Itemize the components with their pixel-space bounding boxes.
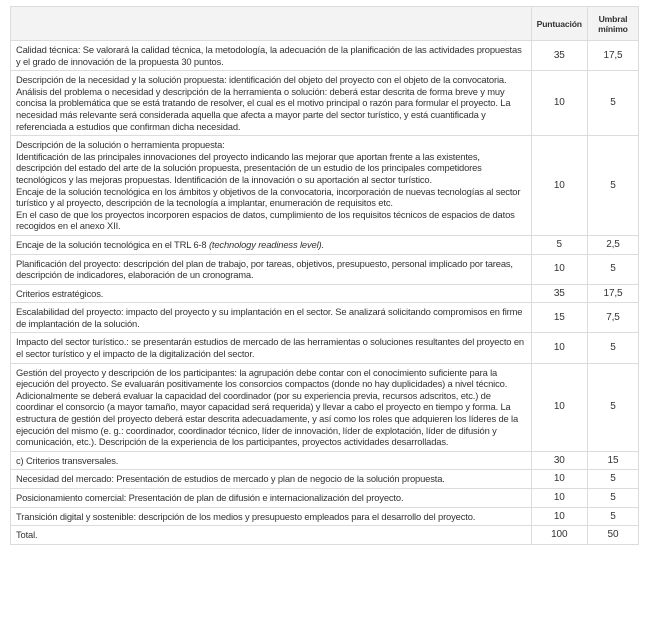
row-description: Descripción de la necesidad y la solución propuesta: identificación del objeto del proyecto con el objeto de la convocatoria. Análisis del problema o necesidad y descripción de la herramienta o solución: deberá estar descrita de forma breve y muy concisa la problemática que se está tratando de resolver, el cual es el motivo principal o razón para formular el proyecto. La necesidad más relevante será considerada aquella que afecta a mayor parte del sector turístico, y está cuantificada y referenciada a estudios que confirman dicha necesidad.: [11, 71, 532, 136]
row-description: Gestión del proyecto y descripción de los participantes: la agrupación debe contar con el conocimiento suficiente para la ejecución del proyecto. Se evaluarán positivamente los consorcios compactos (donde no hay duplicidades) a nivel técnico. Adicionalmente se deberá evaluar la capacidad del coordinador (por su experiencia previa, recursos adscritos, etc.) de coordinar el consorcio (a mayor tamaño, mayor capacidad será requerida) y llevar a cabo el proyecto en tiempo y forma. La estructura de gestión del proyecto deberá estar descrita adecuadamente, y así como los roles que adquieren los líderes de la ejecución del mismo (e. g.: coordinador, coordinador técnico, líder de innovación, líder de explotación, líder de difusión y comunicación, etc.). Descripción de la experiencia de los participantes, proyectos actividades desarrolladas.: [11, 363, 532, 451]
row-score: 10: [531, 254, 587, 284]
table-row: [11, 71, 639, 136]
description-line: Encaje de la solución tecnológica en los ámbitos y objetivos de la convocatoria, incorporación de nuevas tecnologías al sector turístico y al proyecto, descripción de la tecnología a implantar, enumeración de requisitos etc.: [16, 185, 521, 209]
row-threshold: 5: [587, 470, 638, 489]
total-score: 100: [531, 526, 587, 545]
row-score: 15: [531, 303, 587, 333]
table-row: [11, 489, 639, 508]
row-description: Posicionamiento comercial: Presentación de plan de difusión e internacionalización del proyecto.: [11, 489, 532, 508]
header-score: Puntuación: [531, 7, 587, 41]
row-description: Transición digital y sostenible: descripción de los medios y presupuesto empleados para el desarrollo del proyecto.: [11, 507, 532, 526]
row-description: Criterios estratégicos.: [11, 284, 532, 303]
description-line: Descripción de la solución o herramienta propuesta:: [16, 139, 225, 151]
table-body: [11, 41, 639, 545]
row-description: c) Criterios transversales.: [11, 451, 532, 470]
table-row: [11, 41, 639, 71]
row-score: 10: [531, 136, 587, 236]
table-row: [11, 333, 639, 363]
row-score: 10: [531, 470, 587, 489]
row-description: [11, 136, 532, 236]
row-threshold: 5: [587, 136, 638, 236]
row-score: 30: [531, 451, 587, 470]
row-threshold: 5: [587, 363, 638, 451]
row-score: 10: [531, 363, 587, 451]
header-description: [11, 7, 532, 41]
header-threshold: Umbral mínimo: [587, 7, 638, 41]
total-threshold: 50: [587, 526, 638, 545]
description-text: Encaje de la solución tecnológica en el TRL 6-8: [16, 238, 209, 250]
row-description: Impacto del sector turístico.: se presentarán estudios de mercado de las herramientas o soluciones resultantes del proyecto en el sector turístico y el impacto de la digitalización del sector.: [11, 333, 532, 363]
row-threshold: 17,5: [587, 41, 638, 71]
description-line: En el caso de que los proyectos incorporen espacios de datos, cumplimiento de los requisitos técnicos de espacios de datos recogidos en el anexo XII.: [16, 208, 515, 232]
row-threshold: 5: [587, 507, 638, 526]
row-description: Planificación del proyecto: descripción del plan de trabajo, por tareas, objetivos, presupuesto, personal implicado por tareas, descripción de indicadores, elaboración de un cronograma.: [11, 254, 532, 284]
row-score: 10: [531, 489, 587, 508]
row-description: [11, 235, 532, 254]
table-row: [11, 254, 639, 284]
description-line: Identificación de las principales innovaciones del proyecto indicando las mejorar que aportan frente a las existentes, descripción del estado del arte de la solución propuesta, presentación de un estudio de los principales competidores tecnológicos y las mejoras propuestas. Identificación de la innovación o su aportación al sector turístico.: [16, 150, 482, 185]
table-row: [11, 451, 639, 470]
table-row: [11, 136, 639, 236]
row-threshold: 5: [587, 333, 638, 363]
row-score: 35: [531, 41, 587, 71]
row-score: 35: [531, 284, 587, 303]
table-row: [11, 507, 639, 526]
total-row: [11, 526, 639, 545]
description-italic-text: (technology readiness level).: [208, 238, 324, 250]
table-row: [11, 284, 639, 303]
row-description: Calidad técnica: Se valorará la calidad técnica, la metodología, la adecuación de la planificación de las actividades propuestas y el grado de innovación de la propuesta 30 puntos.: [11, 41, 532, 71]
table-row: [11, 363, 639, 451]
table-row: [11, 235, 639, 254]
row-threshold: 17,5: [587, 284, 638, 303]
header-row: [11, 7, 639, 41]
row-score: 10: [531, 71, 587, 136]
table-row: [11, 470, 639, 489]
row-threshold: 5: [587, 489, 638, 508]
evaluation-criteria-table: [10, 6, 639, 545]
row-threshold: 2,5: [587, 235, 638, 254]
row-description: Escalabilidad del proyecto: impacto del proyecto y su implantación en el sector. Se analizará solicitando compromisos en firme de implantación de la solución.: [11, 303, 532, 333]
row-description: Necesidad del mercado: Presentación de estudios de mercado y plan de negocio de la solución propuesta.: [11, 470, 532, 489]
row-threshold: 5: [587, 71, 638, 136]
row-score: 10: [531, 507, 587, 526]
row-threshold: 5: [587, 254, 638, 284]
row-threshold: 15: [587, 451, 638, 470]
total-label: Total.: [11, 526, 532, 545]
row-threshold: 7,5: [587, 303, 638, 333]
table-header: [11, 7, 639, 41]
row-score: 5: [531, 235, 587, 254]
row-score: 10: [531, 333, 587, 363]
table-row: [11, 303, 639, 333]
